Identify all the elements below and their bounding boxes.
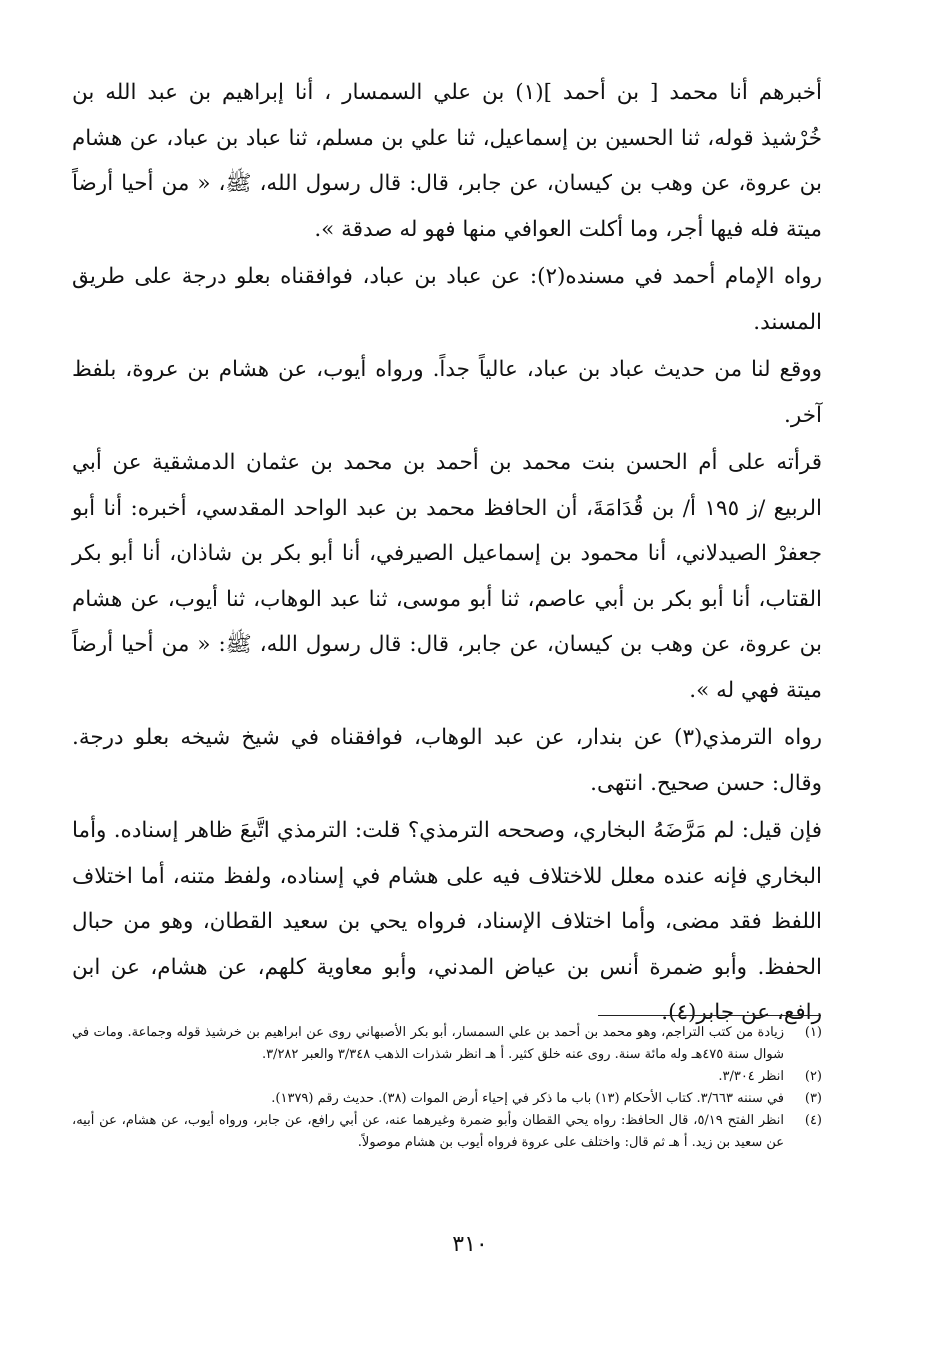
paragraph-6: فإن قيل: لم مَرَّضَهُ البخاري، وصححه الترمذي؟ قلت: الترمذي اتَّبعَ ظاهر إسناده. وأما البخاري فإنه عنده معلل للاختلاف فيه على هشام في إسناده، ولفظ متنه، أما اختلاف اللفظ فقد مضى، وأما اختلاف الإسناد، فرواه يحي بن سعيد القطان، وهو من حبال الحفظ. وأبو ضمرة أنس بن عياض المدني، وأبو معاوية كلهم، عن هشام، عن ابن رافع، عن جابر(٤). (72, 818, 822, 1025)
footnote-number: (٤) (804, 1113, 822, 1128)
footnote-1 (72, 1022, 822, 1066)
paragraph-1: أخبرهم أنا محمد [ بن أحمد ](١) بن علي السمسار ، أنا إبراهيم بن عبد الله بن خُرْشيذ قوله، ثنا الحسين بن إسماعيل، ثنا علي بن مسلم، ثنا عباد بن عباد، عن هشام بن عروة، عن وهب بن كيسان، عن جابر، قال: قال رسول الله، ﷺ، « من أحيا أرضاً ميتة فله فيها أجر، وما أكلت العوافي منها فهو له صدقة ». (72, 80, 822, 242)
footnote-text: في سننه ٣/٦٦٣. كتاب الأحكام (١٣) باب ما ذكر في إحياء أرض الموات (٣٨). حديث رقم (١٣٧٩). (271, 1091, 784, 1106)
page-number: ٣١٠ (452, 1232, 488, 1257)
footnotes (72, 1022, 822, 1154)
footnote-text: انظر الفتح ٥/١٩، قال الحافظ: رواه يحي القطان وأبو ضمرة وغيرهما عنه، عن أبي رافع، عن جابر، ورواه أيوب، عن هشام، عن أبيه، عن سعيد بن زيد. أ هـ ثم قال: واختلف على عروة فرواه أيوب بن هشام موصولاً. (72, 1113, 784, 1150)
paragraph-3: ووقع لنا من حديث عباد بن عباد، عالياً جداً. ورواه أيوب، عن هشام بن عروة، بلفظ آخر. (72, 357, 822, 428)
footnote-text: زيادة من كتب التراجم، وهو محمد بن أحمد بن علي السمسار، أبو بكر الأصبهاني روى عن ابراهيم بن خرشيذ قوله وجماعة. ومات في شوال سنة ٤٧٥هـ وله مائة سنة. روى عنه خلق كثير. أ هـ انظر شذرات الذهب ٣/٣٤٨ والعبر ٣/٢٨٢. (72, 1025, 784, 1062)
footnote-3 (72, 1088, 822, 1110)
paragraph-2: رواه الإمام أحمد في مسنده(٢): عن عباد بن عباد، فوافقناه بعلو درجة على طريق المسند. (72, 264, 822, 335)
footnote-text: انظر ٣/٣٠٤. (718, 1069, 784, 1084)
footnote-2 (72, 1066, 822, 1088)
footnote-number: (٣) (804, 1091, 822, 1106)
footnote-4 (72, 1110, 822, 1154)
main-text (72, 70, 822, 1038)
paragraph-5: رواه الترمذي(٣) عن بندار، عن عبد الوهاب، فوافقناه في شيخ شيخه بعلو درجة. وقال: حسن صحيح. انتهى. (72, 725, 822, 796)
paragraph-4: قرأته على أم الحسن بنت محمد بن أحمد بن محمد بن عثمان الدمشقية عن أبي الربيع /ز ١٩٥ أ/ بن قُدَامَةَ، أن الحافظ محمد بن عبد الواحد المقدسي، أخبره: أنا أبو جعفرْ الصيدلاني، أنا محمود بن إسماعيل الصيرفي، أنا أبو بكر بن شاذان، أنا أبو بكر القتاب، أنا أبو بكر بن أبي عاصم، ثنا أبو موسى، ثنا عبد الوهاب، ثنا أيوب، عن هشام بن عروة، عن وهب بن كيسان، عن جابر، قال: قال رسول الله، ﷺ: « من أحيا أرضاً ميتة فهي له ». (72, 450, 822, 703)
footnote-divider (598, 1015, 821, 1016)
footnote-number: (٢) (804, 1069, 822, 1084)
footnote-number: (١) (804, 1025, 822, 1040)
